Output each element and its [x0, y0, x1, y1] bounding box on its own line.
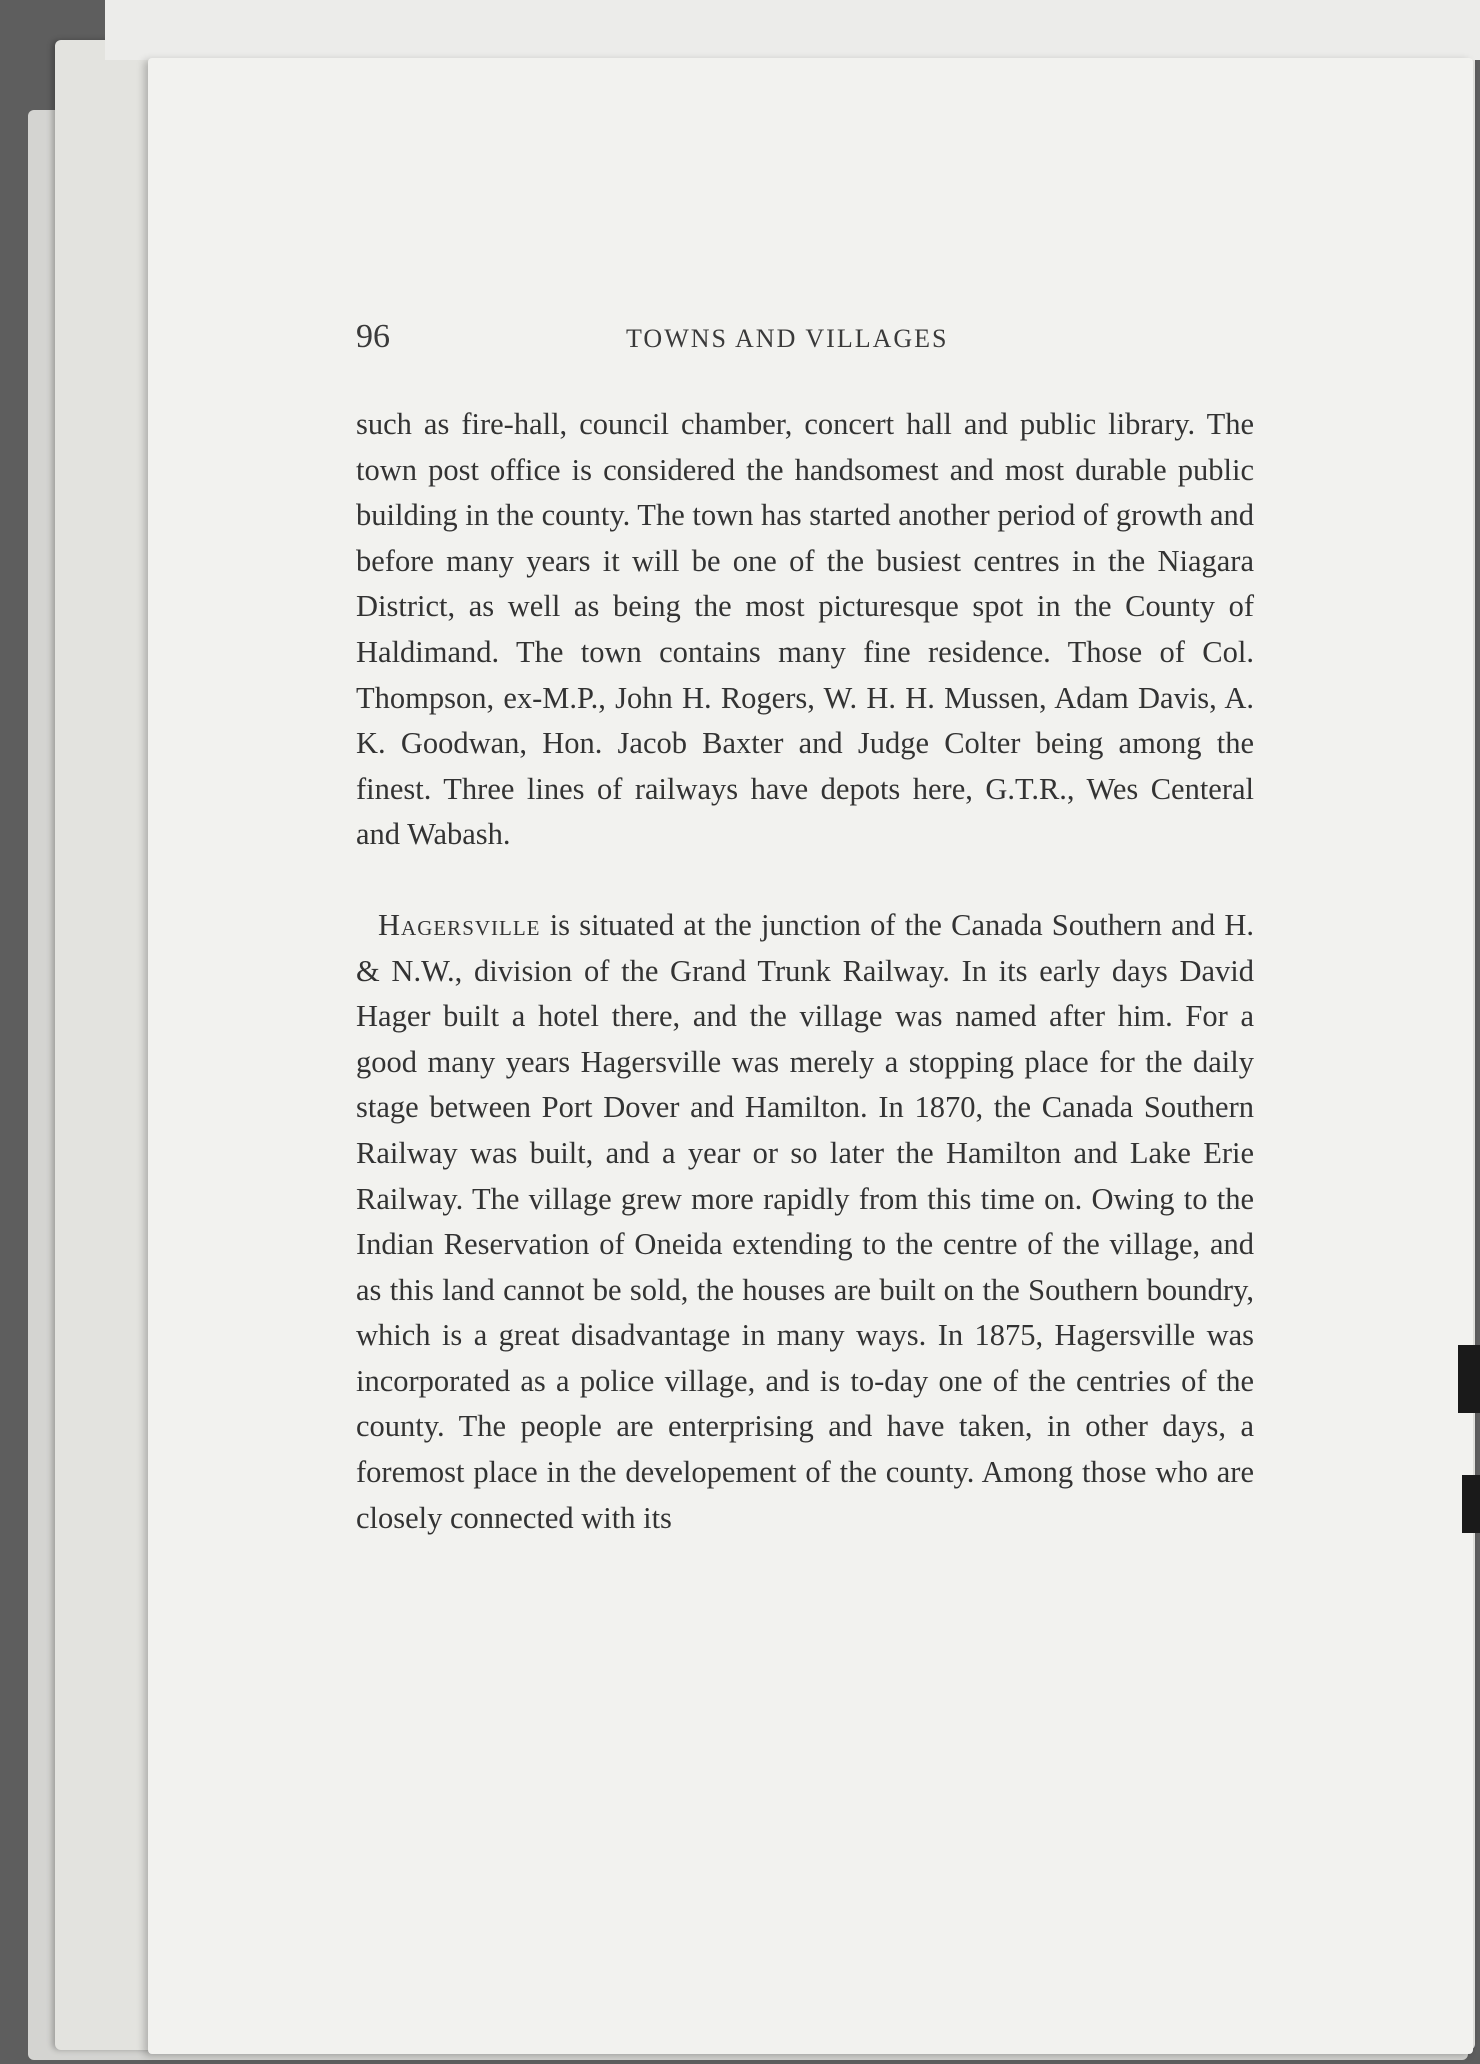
paragraph-text: such as fire-hall, council chamber, concert hall and public library. The town post office is considered the handsomest and most durable public building in the county. The town has started another period of growth and before many years it will be one of the busiest centres in the Niagara District, as well as being the most picturesque spot in the County of Haldimand. The town contains many fine residence. Those of Col. Thompson, ex-M.P., John H. Rogers, W. H. H. Mussen, Adam Davis, A. K. Goodwan, Hon. Jacob Baxter and Judge Colter being among the finest. Three lines of railways have depots here, G.T.R., Wes Centeral and Wabash.	[356, 407, 1254, 852]
paragraph	[356, 903, 1254, 1541]
edge-mark	[1458, 1345, 1480, 1413]
running-head: TOWNS AND VILLAGES	[626, 324, 949, 353]
body-text	[356, 402, 1254, 1541]
paragraph	[356, 402, 1254, 858]
paragraph-lead: Hagersville	[378, 907, 541, 942]
paragraph-text: is situated at the junction of the Canada Southern and H. & N.W., division of the Grand Trunk Railway. In its early days David Hager built a hotel there, and the village was named after him. For a good many years Hagersville was merely a stopping place for the daily stage between Port Dover and Hamilton. In 1870, the Canada Southern Railway was built, and a year or so later the Hamilton and Lake Erie Railway. The village grew more rapidly from this time on. Owing to the Indian Reservation of Oneida extending to the centre of the village, and as this land cannot be sold, the houses are built on the Southern boundry, which is a great disadvantage in many ways. In 1875, Hagersville was incorporated as a police village, and is to-day one of the centries of the county. The people are enterprising and have taken, in other days, a foremost place in the developement of the county. Among those who are closely connected with its	[356, 907, 1254, 1535]
page-header	[356, 318, 1256, 368]
edge-mark	[1462, 1475, 1480, 1533]
back-sheet-top	[105, 0, 1480, 60]
page-number: 96	[356, 318, 390, 355]
